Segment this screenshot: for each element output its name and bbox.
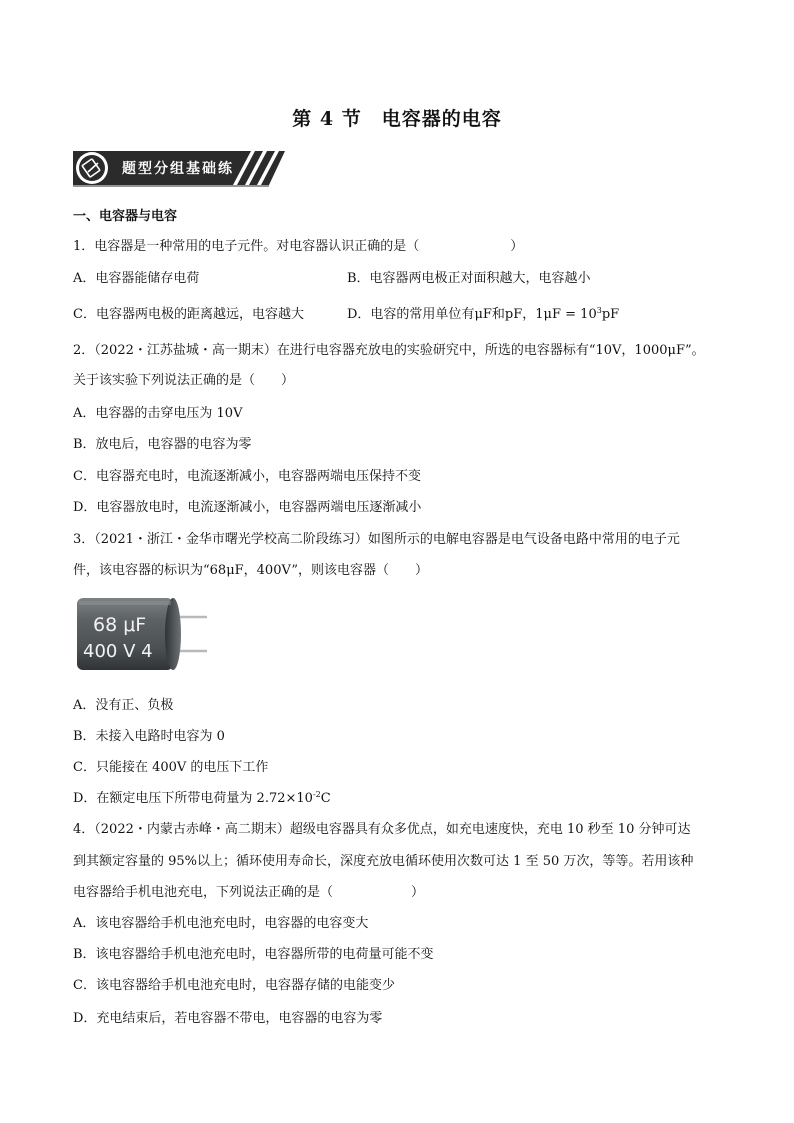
question-4-option-c: C．该电容器给手机电池充电时，电容器存储的电能变少 xyxy=(73,978,395,993)
question-4-option-a: A．该电容器给手机电池充电时，电容器的电容变大 xyxy=(73,916,369,931)
banner-label: 题型分组基础练 xyxy=(122,161,234,177)
question-3-option-a: A．没有正、负极 xyxy=(73,698,174,713)
question-4-option-b: B．该电容器给手机电池充电时，电容器所带的电荷量可能不变 xyxy=(73,947,434,962)
capacitor-label-voltage: 400 V 4 xyxy=(83,641,153,662)
question-1-option-b: B．电容器两电极正对面积越大，电容越小 xyxy=(347,271,591,286)
capacitor-label-capacitance: 68 μF xyxy=(93,614,147,636)
question-4-stem-line1: 4．（2022・内蒙古赤峰・高二期末）超级电容器具有众多优点，如充电速度快，充电 10 秒至 10 分钟可达 xyxy=(73,822,691,837)
question-2-stem-line1: 2．（2022・江苏盐城・高一期末）在进行电容器充放电的实验研究中，所选的电容器标有“10V，1000μF”。 xyxy=(73,343,705,358)
capacitor-photo xyxy=(73,595,208,673)
question-1-option-c: C．电容器两电极的距离越远，电容越大 xyxy=(73,307,304,322)
unit-microfarad: μF xyxy=(474,307,492,322)
question-1-option-d: D．电容的常用单位有μF和pF，$1\mu F = 10^3pF$ xyxy=(347,306,620,322)
question-1-option-a: A．电容器能储存电荷 xyxy=(73,271,200,286)
question-3-option-d: D．在额定电压下所带电荷量为 $2.72\times 10^{-2}C$ xyxy=(73,790,331,806)
question-2-option-c: C．电容器充电时，电流逐渐减小，电容器两端电压保持不变 xyxy=(73,469,421,484)
page-title: 第 4 节 电容器的电容 xyxy=(292,108,502,130)
question-3-option-c: C．只能接在 400V 的电压下工作 xyxy=(73,760,269,775)
question-4-stem-line3: 电容器给手机电池充电，下列说法正确的是（ ） xyxy=(73,885,425,900)
question-2-option-b: B．放电后，电容器的电容为零 xyxy=(73,437,252,452)
section-heading: 一、电容器与电容 xyxy=(73,209,178,224)
question-1-stem: 1．电容器是一种常用的电子元件。对电容器认识正确的是（ ） xyxy=(73,239,524,254)
question-3-stem-line2: 件，该电容器的标识为“68μF，400V”，则该电容器（ ） xyxy=(73,563,428,578)
question-3-option-b: B．未接入电路时电容为 0 xyxy=(73,729,225,744)
question-4-option-d: D．充电结束后，若电容器不带电，电容器的电容为零 xyxy=(73,1011,383,1026)
question-2-option-d: D．电容器放电时，电流逐渐减小，电容器两端电压逐渐减小 xyxy=(73,500,422,515)
question-2-option-a: A．电容器的击穿电压为 10V xyxy=(73,406,243,421)
question-3-stem-line1: 3．（2021・浙江・金华市曙光学校高二阶段练习）如图所示的电解电容器是电气设备电路中常用的电子元 xyxy=(73,532,680,547)
question-2-stem-line2: 关于该实验下列说法正确的是（ ） xyxy=(73,373,295,388)
question-4-stem-line2: 到其额定容量的 95%以上；循环使用寿命长，深度充放电循环使用次数可达 1 至 50 万次，等等。若用该种 xyxy=(73,854,694,869)
unit-picofarad: pF xyxy=(504,307,523,322)
